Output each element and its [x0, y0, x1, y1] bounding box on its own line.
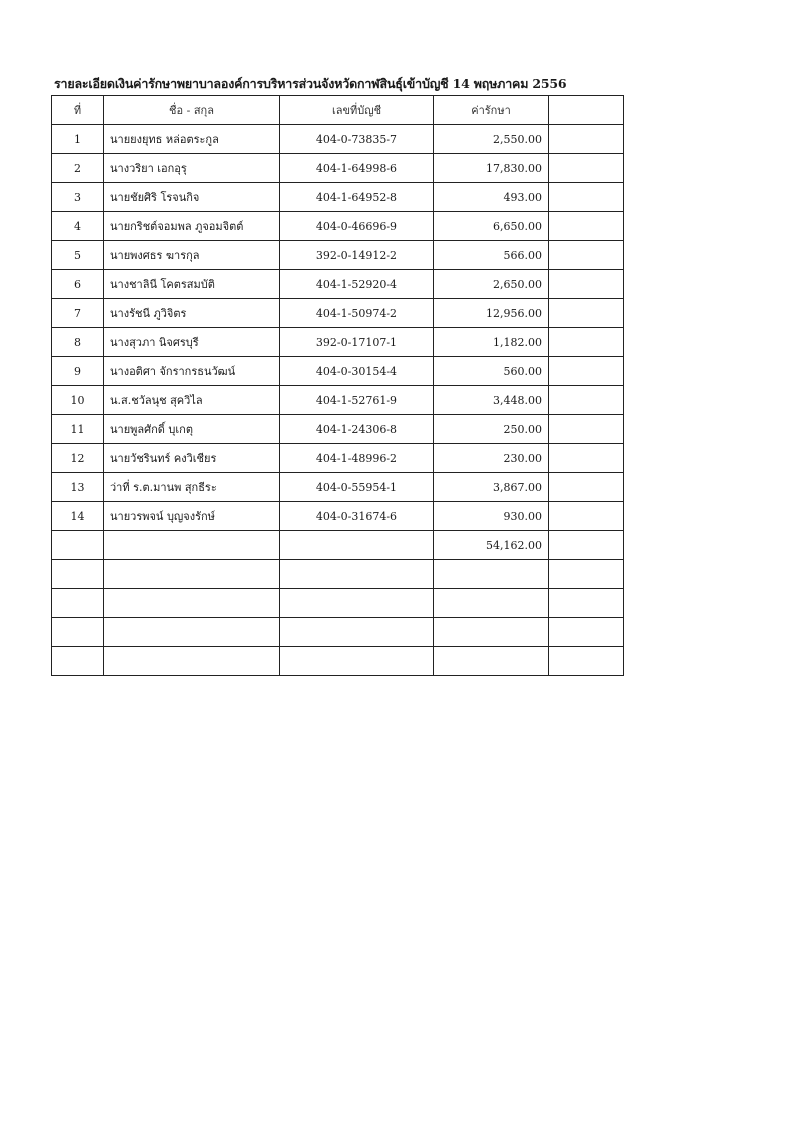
row-account: 404-1-50974-2 [280, 299, 434, 328]
row-name: ว่าที่ ร.ต.มานพ สุกธีระ [104, 473, 280, 502]
row-amount: 12,956.00 [434, 299, 549, 328]
row-extra [549, 241, 624, 270]
row-account: 404-0-73835-7 [280, 125, 434, 154]
row-no: 8 [52, 328, 104, 357]
row-no: 3 [52, 183, 104, 212]
row-amount: 3,867.00 [434, 473, 549, 502]
row-account: 404-1-52761-9 [280, 386, 434, 415]
row-name: นายกริชต์จอมพล ภูจอมจิตต์ [104, 212, 280, 241]
table-row [52, 299, 624, 328]
total-amount: 54,162.00 [434, 531, 549, 560]
row-amount: 566.00 [434, 241, 549, 270]
row-amount: 2,550.00 [434, 125, 549, 154]
row-no: 9 [52, 357, 104, 386]
row-account: 392-0-17107-1 [280, 328, 434, 357]
row-name: นายยงยุทธ หล่อตระกูล [104, 125, 280, 154]
row-name: นางอติศา จักรากรธนวัฒน์ [104, 357, 280, 386]
table-row [52, 212, 624, 241]
row-no: 6 [52, 270, 104, 299]
row-account: 404-1-64998-6 [280, 154, 434, 183]
row-amount: 230.00 [434, 444, 549, 473]
row-name: นายชัยศิริ โรจนกิจ [104, 183, 280, 212]
table-row [52, 241, 624, 270]
table-row [52, 328, 624, 357]
row-no: 11 [52, 415, 104, 444]
row-account: 404-1-64952-8 [280, 183, 434, 212]
row-amount: 930.00 [434, 502, 549, 531]
header-account: เลขที่บัญชี [280, 96, 434, 125]
row-account: 404-1-24306-8 [280, 415, 434, 444]
row-no: 14 [52, 502, 104, 531]
payment-table [51, 95, 624, 676]
row-extra [549, 270, 624, 299]
row-account: 404-0-46696-9 [280, 212, 434, 241]
row-name: นายพงศธร ฆารกุล [104, 241, 280, 270]
table-row [52, 473, 624, 502]
table-row [52, 357, 624, 386]
table-header-row [52, 96, 624, 125]
row-extra [549, 386, 624, 415]
table-row [52, 502, 624, 531]
empty-row [52, 618, 624, 647]
row-no: 5 [52, 241, 104, 270]
row-name: นางรัชนี ภูวิจิตร [104, 299, 280, 328]
row-no: 13 [52, 473, 104, 502]
table-row [52, 154, 624, 183]
row-extra [549, 502, 624, 531]
row-amount: 3,448.00 [434, 386, 549, 415]
row-name: นายวรพจน์ บุญจงรักษ์ [104, 502, 280, 531]
row-amount: 17,830.00 [434, 154, 549, 183]
row-extra [549, 357, 624, 386]
row-no: 2 [52, 154, 104, 183]
row-extra [549, 473, 624, 502]
row-amount: 6,650.00 [434, 212, 549, 241]
table-row [52, 125, 624, 154]
row-amount: 2,650.00 [434, 270, 549, 299]
header-name: ชื่อ - สกุล [104, 96, 280, 125]
row-name: นางชาลินี โคตรสมบัติ [104, 270, 280, 299]
row-no: 10 [52, 386, 104, 415]
row-extra [549, 125, 624, 154]
row-no: 7 [52, 299, 104, 328]
row-account: 404-0-30154-4 [280, 357, 434, 386]
row-extra [549, 183, 624, 212]
row-name: นายวัชรินทร์ คงวิเชียร [104, 444, 280, 473]
row-extra [549, 328, 624, 357]
page-title: รายละเอียดเงินค่ารักษาพยาบาลองค์การบริหารส่วนจังหวัดกาฬสินธุ์เข้าบัญชี 14 พฤษภาคม 2556 [54, 76, 567, 91]
row-amount: 250.00 [434, 415, 549, 444]
row-name: นางสุวภา นิจศรบุรี [104, 328, 280, 357]
row-extra [549, 212, 624, 241]
table-row [52, 183, 624, 212]
row-extra [549, 444, 624, 473]
row-name: น.ส.ชวัลนุช สุควิไล [104, 386, 280, 415]
table-row [52, 415, 624, 444]
row-amount: 560.00 [434, 357, 549, 386]
table-row [52, 270, 624, 299]
empty-row [52, 647, 624, 676]
row-extra [549, 299, 624, 328]
row-account: 404-1-48996-2 [280, 444, 434, 473]
total-row [52, 531, 624, 560]
row-account: 404-0-55954-1 [280, 473, 434, 502]
row-amount: 1,182.00 [434, 328, 549, 357]
row-account: 392-0-14912-2 [280, 241, 434, 270]
header-no: ที่ [52, 96, 104, 125]
row-account: 404-1-52920-4 [280, 270, 434, 299]
row-no: 1 [52, 125, 104, 154]
row-name: นายพูลศักดิ์ บุเกตุ [104, 415, 280, 444]
table-row [52, 386, 624, 415]
row-account: 404-0-31674-6 [280, 502, 434, 531]
row-no: 4 [52, 212, 104, 241]
row-no: 12 [52, 444, 104, 473]
row-extra [549, 154, 624, 183]
table-row [52, 444, 624, 473]
empty-row [52, 560, 624, 589]
empty-row [52, 589, 624, 618]
row-name: นางวริยา เอกอุรุ [104, 154, 280, 183]
row-amount: 493.00 [434, 183, 549, 212]
header-amount: ค่ารักษา [434, 96, 549, 125]
header-extra [549, 96, 624, 125]
row-extra [549, 415, 624, 444]
